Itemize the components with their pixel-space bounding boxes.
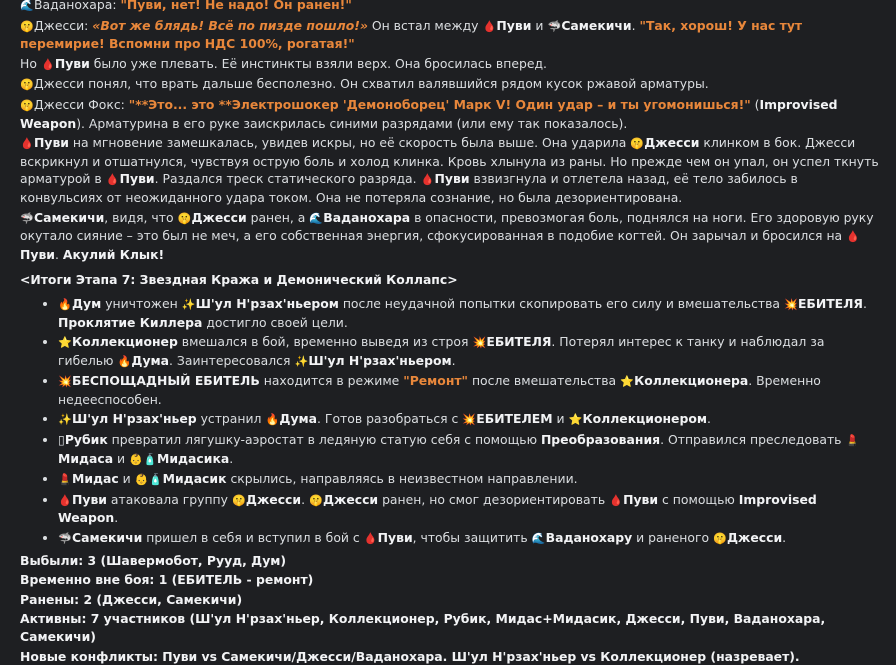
paragraph-fight: 🩸Пуви на мгновение замешкалась, увидев искры, но её скорость была выше. Она ударила 🤫Джесси клинком в бок. Джесси вскрикнул и отшатнулся, чувствуя острую боль и холод клинка. Кровь хлынула из раны. Но прежде чем он упал, он успел ткнуть арматурой в 🩸Пуви. Раздался треск статического разряда. 🩸Пуви взвизгнула и отлетела назад, её тело забилось в конвульсиях от неожиданного удара током. Она не потеряла сознание, но была дезориентирована. [20, 135, 879, 205]
wave-icon: 🌊 [531, 532, 546, 546]
missing-glyph-icon: ▯ [58, 432, 65, 448]
sparkles-icon: ✨ [58, 413, 72, 427]
shush-face-icon: 🤫 [20, 98, 34, 112]
stat-new-conflicts: Новые конфликты: Пуви vs Самекичи/Джесси/Ваданохара. Ш'ул Н'рзах'ньер vs Коллекционер (назревает). [20, 648, 800, 664]
list-item: • 💥БЕСПОЩАДНЫЙ ЕБИТЕЛЬ находится в режиме "Ремонт" после вмешательства ⭐Коллекционера. Временно недееспособен. [58, 372, 880, 408]
star-icon: ⭐ [58, 336, 72, 350]
stat-temporarily-out: Временно вне боя: 1 (ЕБИТЕЛЬ - ремонт) [20, 572, 314, 588]
wave-icon: 🌊 [20, 0, 34, 12]
shark-icon: 🦈 [58, 532, 72, 546]
paragraph-jessie-2: 🤫Джесси понял, что врать дальше бесполезно. Он схватил валявшийся рядом кусок ржавой арматуры. [20, 75, 880, 94]
blood-drop-icon: 🩸 [420, 173, 435, 187]
shush-face-icon: 🤫 [309, 493, 323, 507]
wave-icon: 🌊 [309, 211, 324, 225]
paragraph-vadanohara: 🌊Ваданохара: "Пуви, нет! Не надо! Он ранен!" [20, 0, 880, 15]
explosion-icon: 💥 [472, 336, 487, 350]
shush-face-icon: 🤫 [177, 211, 192, 225]
list-item: • 🦈Самекичи пришел в себя и вступил в бой с 🩸Пуви, чтобы защитить 🌊Ваданохару и раненого 🤫Джесси. [58, 529, 880, 548]
blood-drop-icon: 🩸 [40, 57, 55, 71]
summary-heading: <Итоги Этапа 7: Звездная Кража и Демонический Коллапс> [20, 272, 458, 288]
summary-list [20, 295, 880, 548]
blood-drop-icon: 🩸 [609, 493, 623, 507]
lipstick-icon: 💄 [58, 473, 72, 487]
blood-drop-icon: 🩸 [482, 19, 497, 33]
blood-drop-icon: 🩸 [846, 230, 860, 244]
paragraph-jessie-fox: 🤫Джесси Фокс: "**Это... это **Электрошокер 'Демоноборец' Марк V! Один удар – и ты угомонишься!" (Improvised Weapon). Арматурина в его руке заискрилась синими разрядами (или ему так показалось). [20, 96, 838, 131]
blood-drop-icon: 🩸 [58, 493, 72, 507]
list-item: • ▯Рубик превратил лягушку-аэростат в ледяную статую себя с помощью Преобразования. Отправился преследовать 💄Мидаса и 👶🧴Мидасика. [58, 431, 880, 468]
fire-icon: 🔥 [117, 354, 132, 368]
list-item: • ✨Ш'ул Н'рзах'ньер устранил 🔥Дума. Готов разобраться с 💥ЕБИТЕЛЕМ и ⭐Коллекционером. [58, 410, 880, 429]
sparkles-icon: ✨ [181, 297, 196, 311]
shark-icon: 🦈 [20, 211, 34, 225]
explosion-icon: 💥 [462, 413, 477, 427]
blood-drop-icon: 🩸 [105, 173, 120, 187]
explosion-icon: 💥 [58, 375, 72, 389]
shush-face-icon: 🤫 [232, 493, 246, 507]
list-item: • 🔥Дум уничтожен ✨Ш'ул Н'рзах'ньером после неудачной попытки скопировать его силу и вмешательства 💥ЕБИТЕЛЯ. Проклятие Киллера достигло своей цели. [58, 295, 880, 331]
star-icon: ⭐ [568, 413, 583, 427]
stat-active: Активны: 7 участников (Ш'ул Н'рзах'ньер, Коллекционер, Рубик, Мидас+Мидасик, Джесси, Пуви, Ваданохара, Самекичи) [20, 611, 826, 644]
shush-face-icon: 🤫 [713, 532, 727, 546]
baby-icon: 👶 [134, 473, 149, 487]
shark-icon: 🦈 [547, 19, 562, 33]
bottle-icon: 🧴 [143, 452, 157, 466]
shush-face-icon: 🤫 [630, 137, 645, 151]
bottle-icon: 🧴 [148, 473, 163, 487]
explosion-icon: 💥 [784, 297, 798, 311]
paragraph-puvi: Но 🩸Пуви было уже плевать. Её инстинкты взяли верх. Она бросилась вперед. [20, 55, 880, 74]
baby-icon: 👶 [129, 452, 143, 466]
lipstick-icon: 💄 [845, 434, 860, 448]
paragraph-samekichi: 🦈Самекичи, видя, что 🤫Джесси ранен, а 🌊Ваданохара в опасности, превозмогая боль, поднялся на ноги. Его здоровую руку окутало сияние – это был не меч, а его собственная энергия, сфокусированная в подобие когтей. Он зарычал и бросился на 🩸Пуви. Акулий Клык! [20, 209, 874, 262]
stat-wounded: Ранены: 2 (Джесси, Самекичи) [20, 591, 243, 607]
list-item: • 🩸Пуви атаковала группу 🤫Джесси. 🤫Джесси ранен, но смог дезориентировать 🩸Пуви с помощью Improvised Weapon. [58, 491, 880, 527]
shush-face-icon: 🤫 [20, 19, 34, 33]
list-item: • ⭐Коллекционер вмешался в бой, временно выведя из строя 💥ЕБИТЕЛЯ. Потерял интерес к танку и наблюдал за гибелью 🔥Дума. Заинтересовался ✨Ш'ул Н'рзах'ньером. [58, 333, 880, 370]
sparkles-icon: ✨ [294, 354, 309, 368]
list-item: • 💄Мидас и 👶🧴Мидасик скрылись, направляясь в неизвестном направлении. [58, 470, 880, 489]
shush-face-icon: 🤫 [20, 78, 34, 92]
fire-icon: 🔥 [58, 297, 72, 311]
paragraph-jessie-1: 🤫Джесси: «Вот же блядь! Всё по пизде пошло!» Он встал между 🩸Пуви и 🦈Самекичи. "Так, хорош! У нас тут перемирие! Вспомни про НДС 100%, рогатая!" [20, 17, 803, 52]
stat-eliminated: Выбыли: 3 (Шавермобот, Рууд, Дум) [20, 552, 287, 568]
blood-drop-icon: 🩸 [20, 137, 34, 151]
star-icon: ⭐ [620, 375, 634, 389]
blood-drop-icon: 🩸 [363, 532, 378, 546]
fire-icon: 🔥 [265, 413, 280, 427]
